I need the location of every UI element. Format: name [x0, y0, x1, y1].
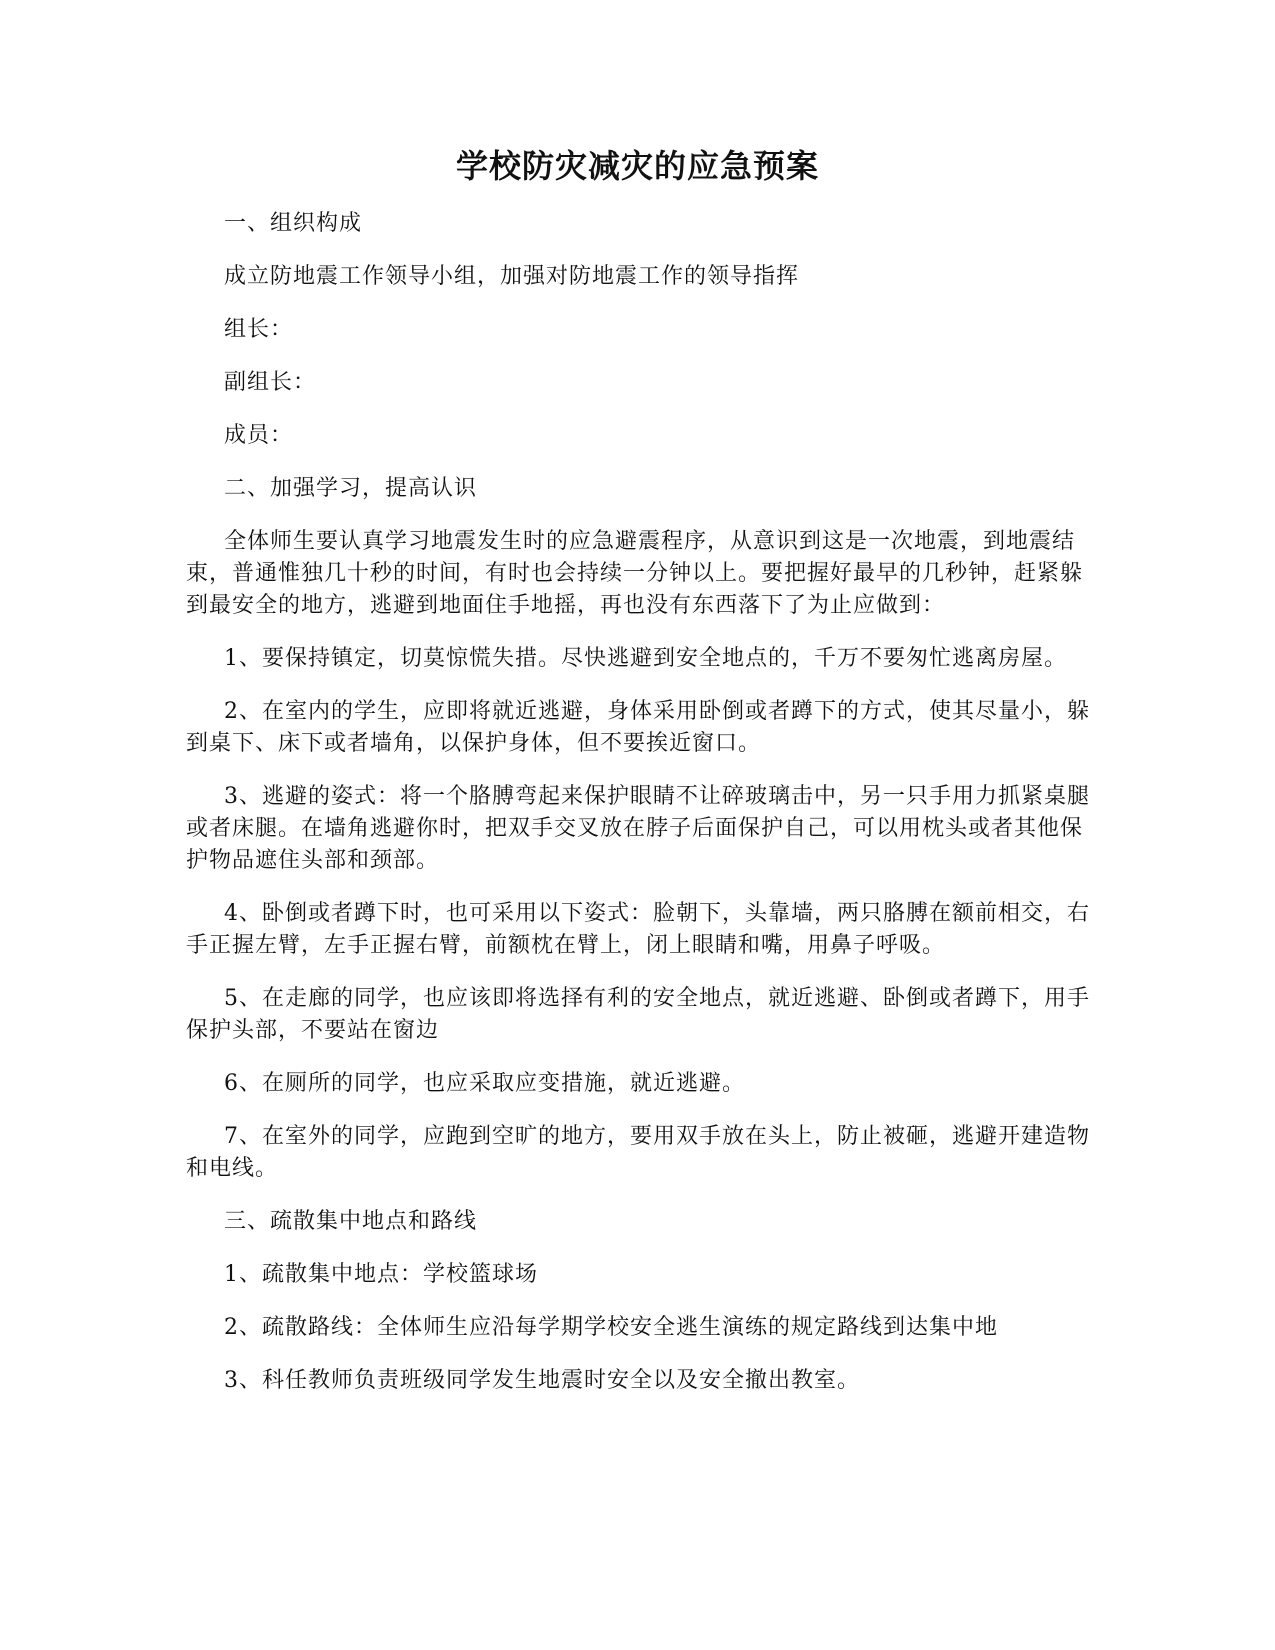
list-item: 6、在厕所的同学，也应采取应变措施，就近逃避。 — [224, 1071, 745, 1096]
paragraph: 全体师生要认真学习地震发生时的应急避震程序，从意识到这是一次地震，到地震结束，普通惟独几十秒的时间，有时也会持续一分钟以上。要把握好最早的几秒钟，赶紧躲到最安全的地方，逃避到地面住手地摇，再也没有东西落下了为止应做到： — [186, 529, 1084, 618]
list-item: 3、逃避的姿式：将一个胳膊弯起来保护眼睛不让碎玻璃击中，另一只手用力抓紧桌腿或者床腿。在墙角逃避你时，把双手交叉放在脖子后面保护自己，可以用枕头或者其他保护物品遮住头部和颈部。 — [186, 784, 1090, 873]
section-heading-learning: 二、加强学习，提高认识 — [224, 476, 478, 501]
document-title: 学校防灾减灾的应急预案 — [455, 147, 819, 185]
list-item: 1、要保持镇定，切莫惊慌失措。尽快逃避到安全地点的，千万不要匆忙逃离房屋。 — [224, 646, 1067, 671]
deputy-leader-line: 副组长： — [224, 370, 317, 395]
list-item: 5、在走廊的同学，也应该即将选择有利的安全地点，就近逃避、卧倒或者蹲下，用手保护头部，不要站在窗边 — [186, 986, 1090, 1043]
section-heading-evacuation: 三、疏散集中地点和路线 — [224, 1209, 478, 1234]
list-item: 1、疏散集中地点：学校篮球场 — [224, 1262, 538, 1287]
list-item: 4、卧倒或者蹲下时，也可采用以下姿式：脸朝下，头靠墙，两只胳膊在额前相交，右手正握左臂，左手正握右臂，前额枕在臂上，闭上眼睛和嘴，用鼻子呼吸。 — [186, 901, 1090, 958]
leader-line: 组长： — [224, 317, 294, 342]
list-item: 2、在室内的学生，应即将就近逃避，身体采用卧倒或者蹲下的方式，使其尽量小，躲到桌下、床下或者墙角，以保护身体，但不要挨近窗口。 — [186, 699, 1090, 756]
document-body — [186, 208, 1090, 1418]
list-item: 3、科任教师负责班级同学发生地震时安全以及安全撤出教室。 — [224, 1368, 860, 1393]
paragraph: 成立防地震工作领导小组，加强对防地震工作的领导指挥 — [224, 264, 800, 289]
section-heading-organization: 一、组织构成 — [224, 211, 363, 236]
members-line: 成员： — [224, 423, 294, 448]
list-item: 7、在室外的同学，应跑到空旷的地方，要用双手放在头上，防止被砸，逃避开建造物和电线。 — [186, 1124, 1090, 1181]
list-item: 2、疏散路线：全体师生应沿每学期学校安全逃生演练的规定路线到达集中地 — [224, 1315, 998, 1340]
